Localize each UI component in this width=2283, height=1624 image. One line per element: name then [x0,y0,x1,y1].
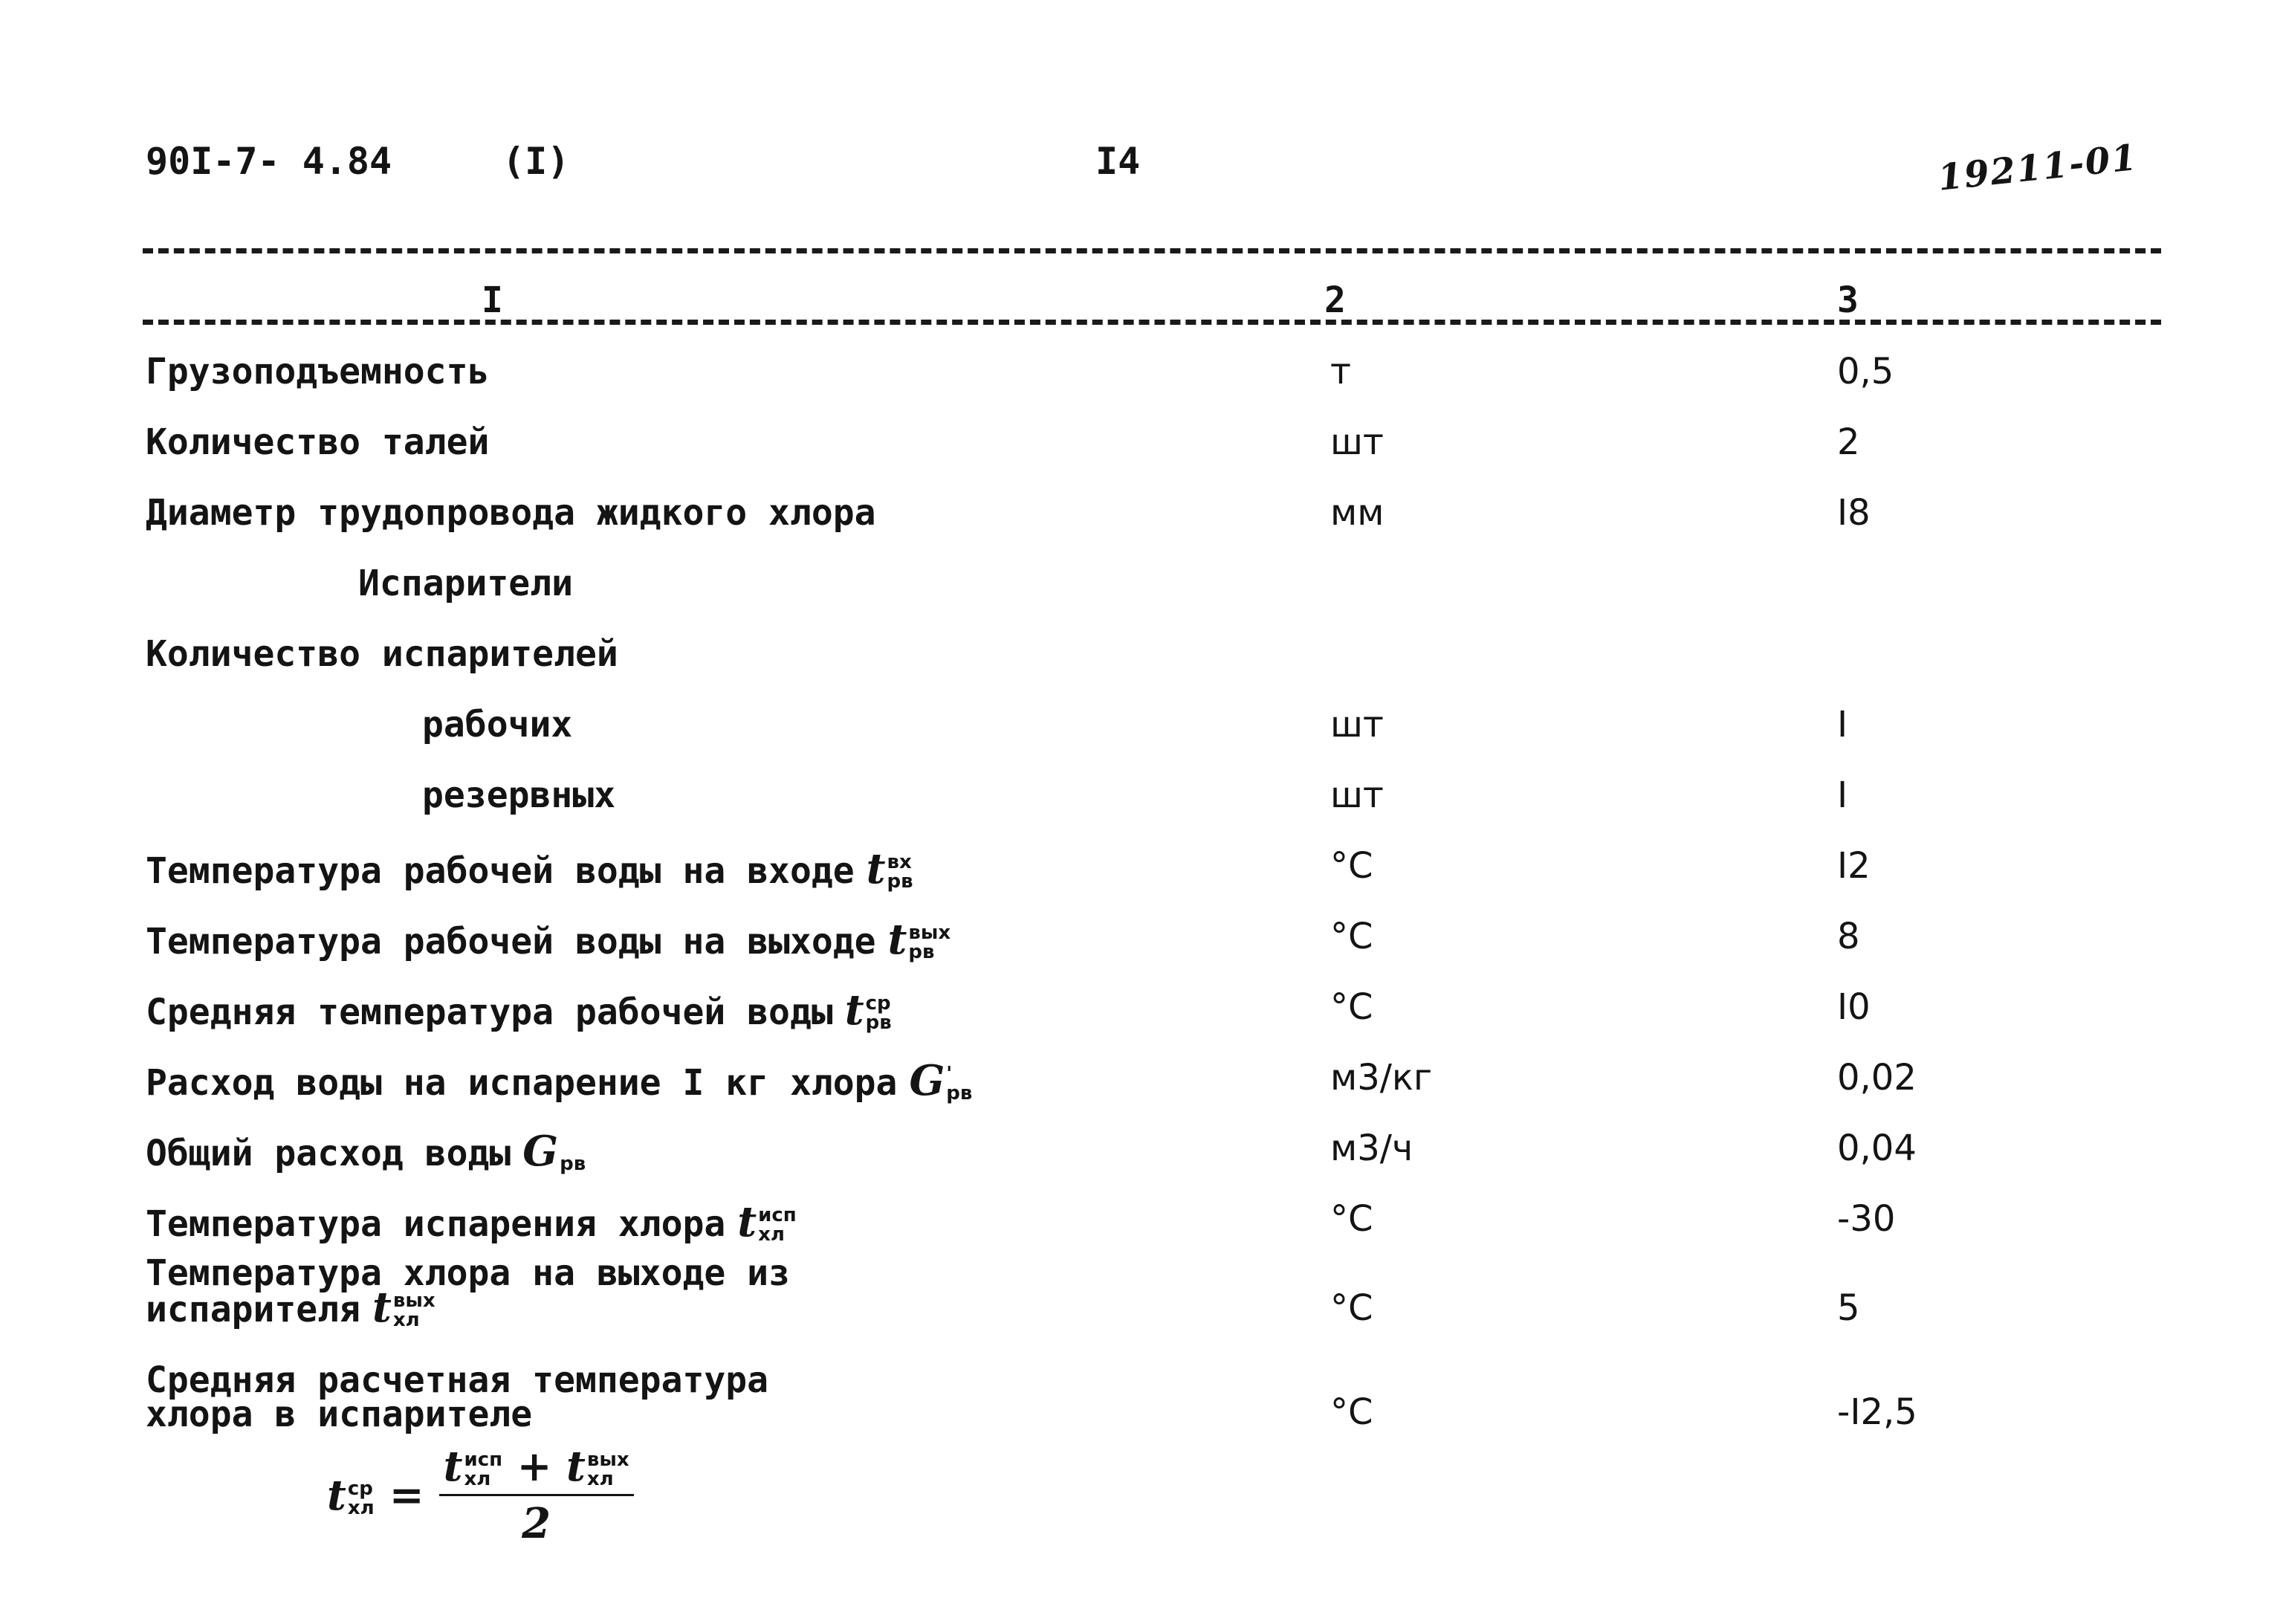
row-label: Общий расход воды G рв [146,1127,586,1176]
row-value: I [1837,704,1848,745]
row-label: Количество талей [146,421,490,463]
row-value: I8 [1837,492,1871,534]
row-unit: °C [1330,1391,1373,1433]
row-symbol: G ' рв [909,1056,973,1105]
row-label: Диаметр трудопровода жидкого хлора [146,492,876,534]
row-symbol: G рв [522,1127,586,1176]
row-symbol: t вых рв [887,915,951,964]
row-value: -30 [1837,1198,1896,1240]
row-label: рабочих [422,704,573,745]
row-label: Грузоподъемность [146,351,490,392]
row-value: -I2,5 [1837,1391,1917,1433]
row-symbol: t вых хл [372,1283,435,1332]
column-header-2: 2 [1318,282,1352,318]
formula-lhs: t ср хл [327,1470,375,1520]
row-label: Температура рабочей воды на выходе t вых рв [146,915,951,964]
row-value: I0 [1837,986,1871,1028]
row-value: 0,02 [1837,1057,1917,1099]
row-unit: т [1330,351,1351,392]
row-unit: шт [1330,704,1384,745]
row-label: Количество испарителей [146,633,618,675]
row-label-line1: Температура хлора на выходе из [146,1252,790,1294]
row-value: 2 [1837,421,1860,463]
row-unit: °C [1330,1198,1373,1240]
row-label: Расход воды на испарение I кг хлора G ' рв [146,1056,973,1105]
row-unit: м3/кг [1330,1057,1433,1099]
row-label: Температура испарения хлора t исп хл [146,1197,797,1246]
row-symbol: t вх рв [866,844,913,893]
column-header-1: I [476,282,509,318]
row-value: 5 [1837,1287,1860,1329]
page-number: I4 [1095,140,1141,183]
row-value: 0,5 [1837,351,1894,392]
row-value: I2 [1837,845,1871,887]
table-top-rule [143,248,2161,253]
document-part: (I) [502,140,570,183]
formula-denominator: 2 [522,1499,551,1548]
row-unit: °C [1330,845,1373,887]
row-unit: м3/ч [1330,1128,1413,1169]
row-label-line2: испарителя [146,1289,360,1330]
row-unit: °C [1330,986,1373,1028]
row-label: Температура рабочей воды на входе t вх рв [146,844,913,893]
row-symbol: t ср рв [844,986,892,1035]
column-header-3: 3 [1831,282,1865,318]
row-unit: мм [1330,492,1385,534]
row-unit: °C [1330,1287,1373,1329]
formula-equals: = [389,1470,424,1520]
row-value: 8 [1837,916,1860,957]
mean-temperature-formula [327,1442,634,1548]
row-unit: шт [1330,774,1384,816]
row-symbol: t исп хл [737,1197,797,1246]
handwritten-note: 19211-01 [1936,136,2140,199]
row-label: резервных [422,774,616,816]
row-label [146,1252,889,1332]
row-label: Средняя температура рабочей воды t ср рв [146,986,892,1035]
row-value: 0,04 [1837,1128,1917,1169]
row-label-line2: хлора в испарителе [146,1394,533,1435]
formula-numerator: t исп хл + t вых хл [439,1442,634,1496]
row-unit: шт [1330,421,1384,463]
row-label: Испарители [358,563,573,604]
document-code: 90I-7- 4.84 [146,140,392,183]
row-value: I [1837,774,1848,816]
row-label-line1: Средняя расчетная температура [146,1359,769,1401]
formula-fraction [439,1442,634,1548]
row-label [146,1359,889,1435]
row-unit: °C [1330,916,1373,957]
